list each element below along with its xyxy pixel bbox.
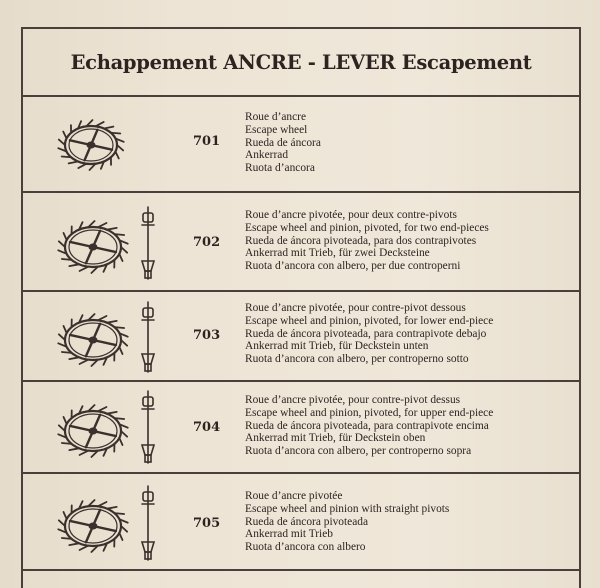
desc-french: Roue d’ancre pivotée, pour contre-pivot dessus [245, 394, 461, 406]
escape-wheel-pinion-icon [53, 296, 173, 380]
item-row-701 [23, 95, 579, 193]
desc-english: Escape wheel and pinion with straight pivots [245, 502, 450, 515]
escape-wheel-pinion-icon [53, 385, 173, 471]
item-row-702 [23, 193, 579, 292]
item-description [245, 302, 493, 366]
catalog-table [21, 27, 581, 588]
desc-french: Roue d’ancre [245, 111, 307, 123]
desc-italian: Ruota d’ancora con albero, per due controperni [245, 260, 461, 273]
desc-italian: Ruota d’ancora [245, 162, 315, 175]
desc-french: Roue d’ancre pivotée, pour contre-pivot dessous [245, 302, 466, 314]
item-number: 702 [193, 235, 221, 250]
desc-german: Ankerrad mit Trieb [245, 528, 333, 541]
item-description [245, 111, 321, 175]
item-row-705 [23, 474, 579, 571]
item-description [245, 394, 493, 458]
item-row-703 [23, 292, 579, 382]
desc-italian: Ruota d’ancora con albero, per controperno sotto [245, 353, 469, 366]
escape-wheel-pinion-icon [53, 478, 173, 568]
desc-english: Escape wheel and pinion, pivoted, for upper end-piece [245, 406, 494, 419]
desc-spanish: Rueda de áncora pivoteada, para contrapivote debajo [245, 327, 487, 340]
desc-spanish: Rueda de áncora pivoteada, para dos contrapivotes [245, 234, 477, 247]
desc-english: Escape wheel and pinion, pivoted, for lower end-piece [245, 314, 494, 327]
desc-german: Ankerrad mit Trieb, für Deckstein oben [245, 432, 426, 445]
desc-english: Escape wheel [245, 123, 308, 136]
desc-german: Ankerrad mit Trieb, für zwei Decksteine [245, 247, 430, 260]
item-number: 704 [193, 420, 221, 435]
desc-spanish: Rueda de áncora [245, 136, 321, 149]
desc-french: Roue d’ancre pivotée [245, 490, 343, 502]
item-row-704 [23, 382, 579, 474]
desc-spanish: Rueda de áncora pivoteada, para contrapivote encima [245, 419, 489, 432]
page-title: Echappement ANCRE - LEVER Escapement [23, 29, 579, 97]
desc-spanish: Rueda de áncora pivoteada [245, 515, 369, 528]
escape-wheel-pinion-icon [53, 199, 173, 289]
item-number: 701 [193, 134, 221, 149]
desc-italian: Ruota d’ancora con albero [245, 541, 366, 554]
item-number: 705 [193, 516, 221, 531]
desc-french: Roue d’ancre pivotée, pour deux contre-pivots [245, 209, 457, 221]
desc-italian: Ruota d’ancora con albero, per controperno sopra [245, 445, 472, 458]
desc-english: Escape wheel and pinion, pivoted, for two end-pieces [245, 221, 489, 234]
escape-wheel-icon [53, 110, 133, 180]
item-description [245, 490, 449, 554]
desc-german: Ankerrad [245, 149, 289, 162]
item-number: 703 [193, 328, 221, 343]
desc-german: Ankerrad mit Trieb, für Deckstein unten [245, 340, 429, 353]
item-description [245, 209, 489, 273]
